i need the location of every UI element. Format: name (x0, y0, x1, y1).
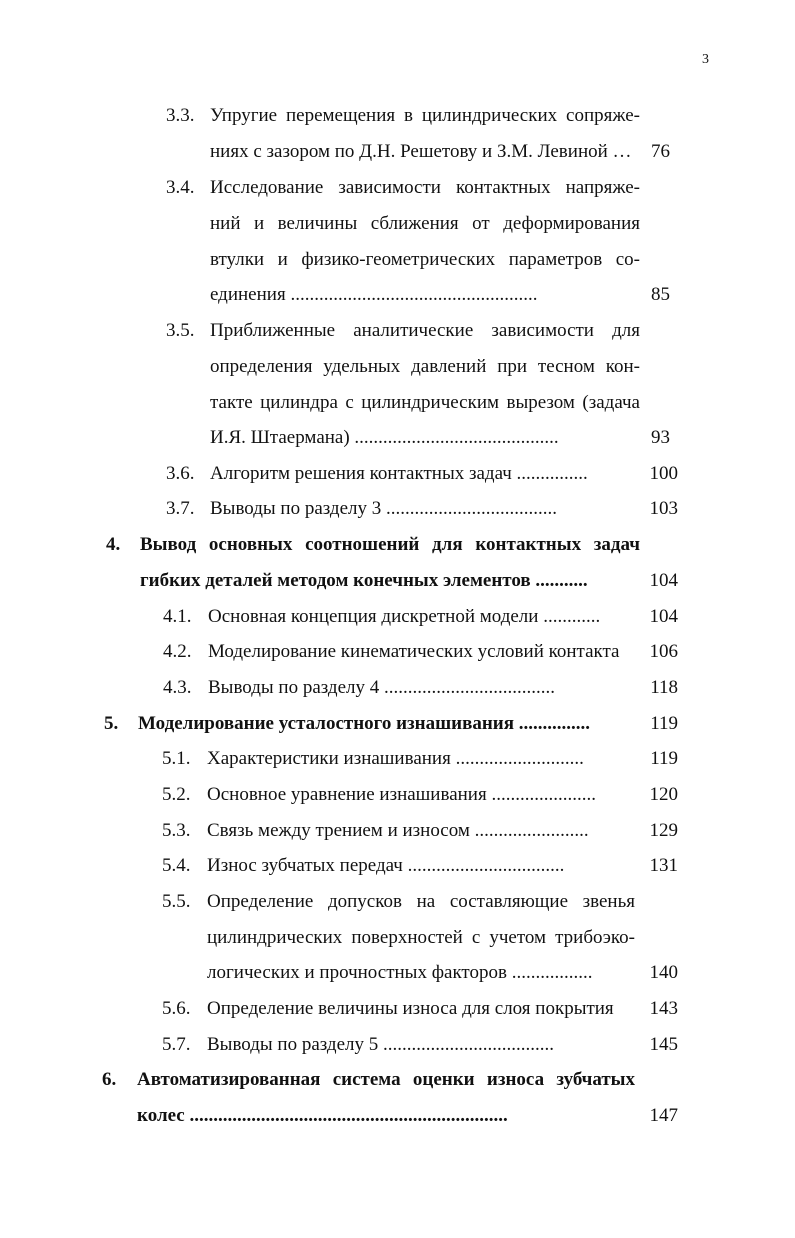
toc-entry-page: 93 (651, 427, 670, 448)
toc-entry (0, 676, 795, 700)
toc-entry-page: 145 (649, 1034, 678, 1055)
toc-entry-page: 143 (649, 998, 678, 1019)
toc-entry-title: ний и величины сближения от деформирования (210, 213, 640, 234)
toc-chapter-number: 4. (106, 534, 121, 555)
toc-chapter (0, 712, 795, 736)
toc-entry-title: Исследование зависимости контактных напряже- (210, 177, 640, 198)
toc-entry-title: Выводы по разделу 4 .................................... (208, 677, 556, 698)
toc-chapter (0, 1068, 795, 1092)
toc-entry (0, 747, 795, 771)
toc-entry-number: 4.3. (163, 677, 192, 698)
toc-entry-title: Выводы по разделу 5 .................................... (207, 1034, 555, 1055)
toc-entry (0, 640, 795, 664)
toc-entry-number: 5.3. (162, 820, 191, 841)
toc-entry-title: ниях с зазором по Д.Н. Решетову и З.М. Левиной … (210, 141, 632, 162)
toc-entry (0, 1033, 795, 1057)
toc-entry (0, 783, 795, 807)
toc-entry (0, 997, 795, 1021)
toc-entry-title: Определение допусков на составляющие звенья (207, 891, 635, 912)
toc-entry-continuation (0, 926, 795, 950)
toc-entry-number: 3.4. (166, 177, 195, 198)
toc-entry-title: Основное уравнение изнашивания ...................... (207, 784, 596, 805)
toc-entry-title: Алгоритм решения контактных задач ............... (210, 463, 588, 484)
toc-entry-page: 119 (650, 748, 678, 769)
toc-chapter-page: 147 (649, 1105, 678, 1126)
toc-entry-title: втулки и физико-геометрических параметров со- (210, 249, 640, 270)
toc-chapter (0, 533, 795, 557)
toc-chapter-continuation (0, 569, 795, 593)
toc-entry-continuation (0, 391, 795, 415)
toc-chapter-title: колес ................................................................... (137, 1105, 508, 1126)
toc-entry-number: 5.5. (162, 891, 191, 912)
toc-entry-page: 120 (649, 784, 678, 805)
toc-entry-number: 5.1. (162, 748, 191, 769)
toc-entry-continuation (0, 248, 795, 272)
toc-entry-number: 5.7. (162, 1034, 191, 1055)
toc-entry-continuation (0, 426, 795, 450)
toc-entry-title: Определение величины износа для слоя покрытия (207, 998, 614, 1019)
toc-entry (0, 462, 795, 486)
toc-entry-page: 131 (649, 855, 678, 876)
toc-entry-title: Упругие перемещения в цилиндрических сопряже- (210, 105, 640, 126)
toc-chapter-title: гибких деталей методом конечных элементов ........... (140, 570, 588, 591)
toc-entry-title: Основная концепция дискретной модели ............ (208, 606, 601, 627)
toc-entry-page: 85 (651, 284, 670, 305)
toc-entry-title: И.Я. Штаермана) ........................................... (210, 427, 559, 448)
toc-entry-title: Связь между трением и износом ........................ (207, 820, 589, 841)
toc-entry-continuation (0, 283, 795, 307)
toc-entry-page: 103 (649, 498, 678, 519)
toc-entry (0, 497, 795, 521)
toc-entry-page: 140 (649, 962, 678, 983)
toc-entry-page: 118 (650, 677, 678, 698)
toc-entry-title: Приближенные аналитические зависимости для (210, 320, 640, 341)
toc-entry (0, 605, 795, 629)
toc-chapter-title: Моделирование усталостного изнашивания ............... (138, 713, 591, 734)
toc-entry-continuation (0, 140, 795, 164)
toc-chapter-number: 6. (102, 1069, 117, 1090)
toc-entry-continuation (0, 961, 795, 985)
toc-entry-title: единения .................................................... (210, 284, 538, 305)
toc-entry (0, 319, 795, 343)
toc-entry-page: 106 (649, 641, 678, 662)
toc-entry-continuation (0, 212, 795, 236)
toc-entry-page: 76 (651, 141, 670, 162)
toc-entry (0, 104, 795, 128)
toc-entry-page: 100 (649, 463, 678, 484)
toc-entry-title: Характеристики изнашивания ........................... (207, 748, 584, 769)
toc-chapter-continuation (0, 1104, 795, 1128)
toc-entry-number: 5.2. (162, 784, 191, 805)
toc-entry-number: 4.1. (163, 606, 192, 627)
toc-entry-number: 5.4. (162, 855, 191, 876)
toc-entry-title: Выводы по разделу 3 .................................... (210, 498, 558, 519)
toc-entry-title: Моделирование кинематических условий контакта (208, 641, 620, 662)
toc-chapter-page: 104 (649, 570, 678, 591)
page-number: 3 (702, 52, 709, 67)
toc-entry-title: такте цилиндра с цилиндрическим вырезом (задача (210, 392, 640, 413)
toc-chapter-title: Вывод основных соотношений для контактных задач (140, 534, 640, 555)
toc-entry-page: 129 (649, 820, 678, 841)
toc-chapter-number: 5. (104, 713, 119, 734)
toc-entry-number: 5.6. (162, 998, 191, 1019)
toc-entry (0, 890, 795, 914)
toc-entry-number: 4.2. (163, 641, 192, 662)
toc-entry-title: Износ зубчатых передач ................................. (207, 855, 565, 876)
toc-entry-continuation (0, 355, 795, 379)
toc-entry (0, 854, 795, 878)
toc-entry-page: 104 (649, 606, 678, 627)
toc-entry-title: определения удельных давлений при тесном кон- (210, 356, 640, 377)
toc-entry-number: 3.7. (166, 498, 195, 519)
toc-entry-title: цилиндрических поверхностей с учетом трибоэко- (207, 927, 635, 948)
toc-entry (0, 819, 795, 843)
toc-entry-number: 3.6. (166, 463, 195, 484)
toc-entry-title: логических и прочностных факторов ................. (207, 962, 593, 983)
toc-entry (0, 176, 795, 200)
toc-entry-number: 3.5. (166, 320, 195, 341)
toc-chapter-title: Автоматизированная система оценки износа зубчатых (137, 1069, 635, 1090)
toc-entry-number: 3.3. (166, 105, 195, 126)
toc-chapter-page: 119 (650, 713, 678, 734)
